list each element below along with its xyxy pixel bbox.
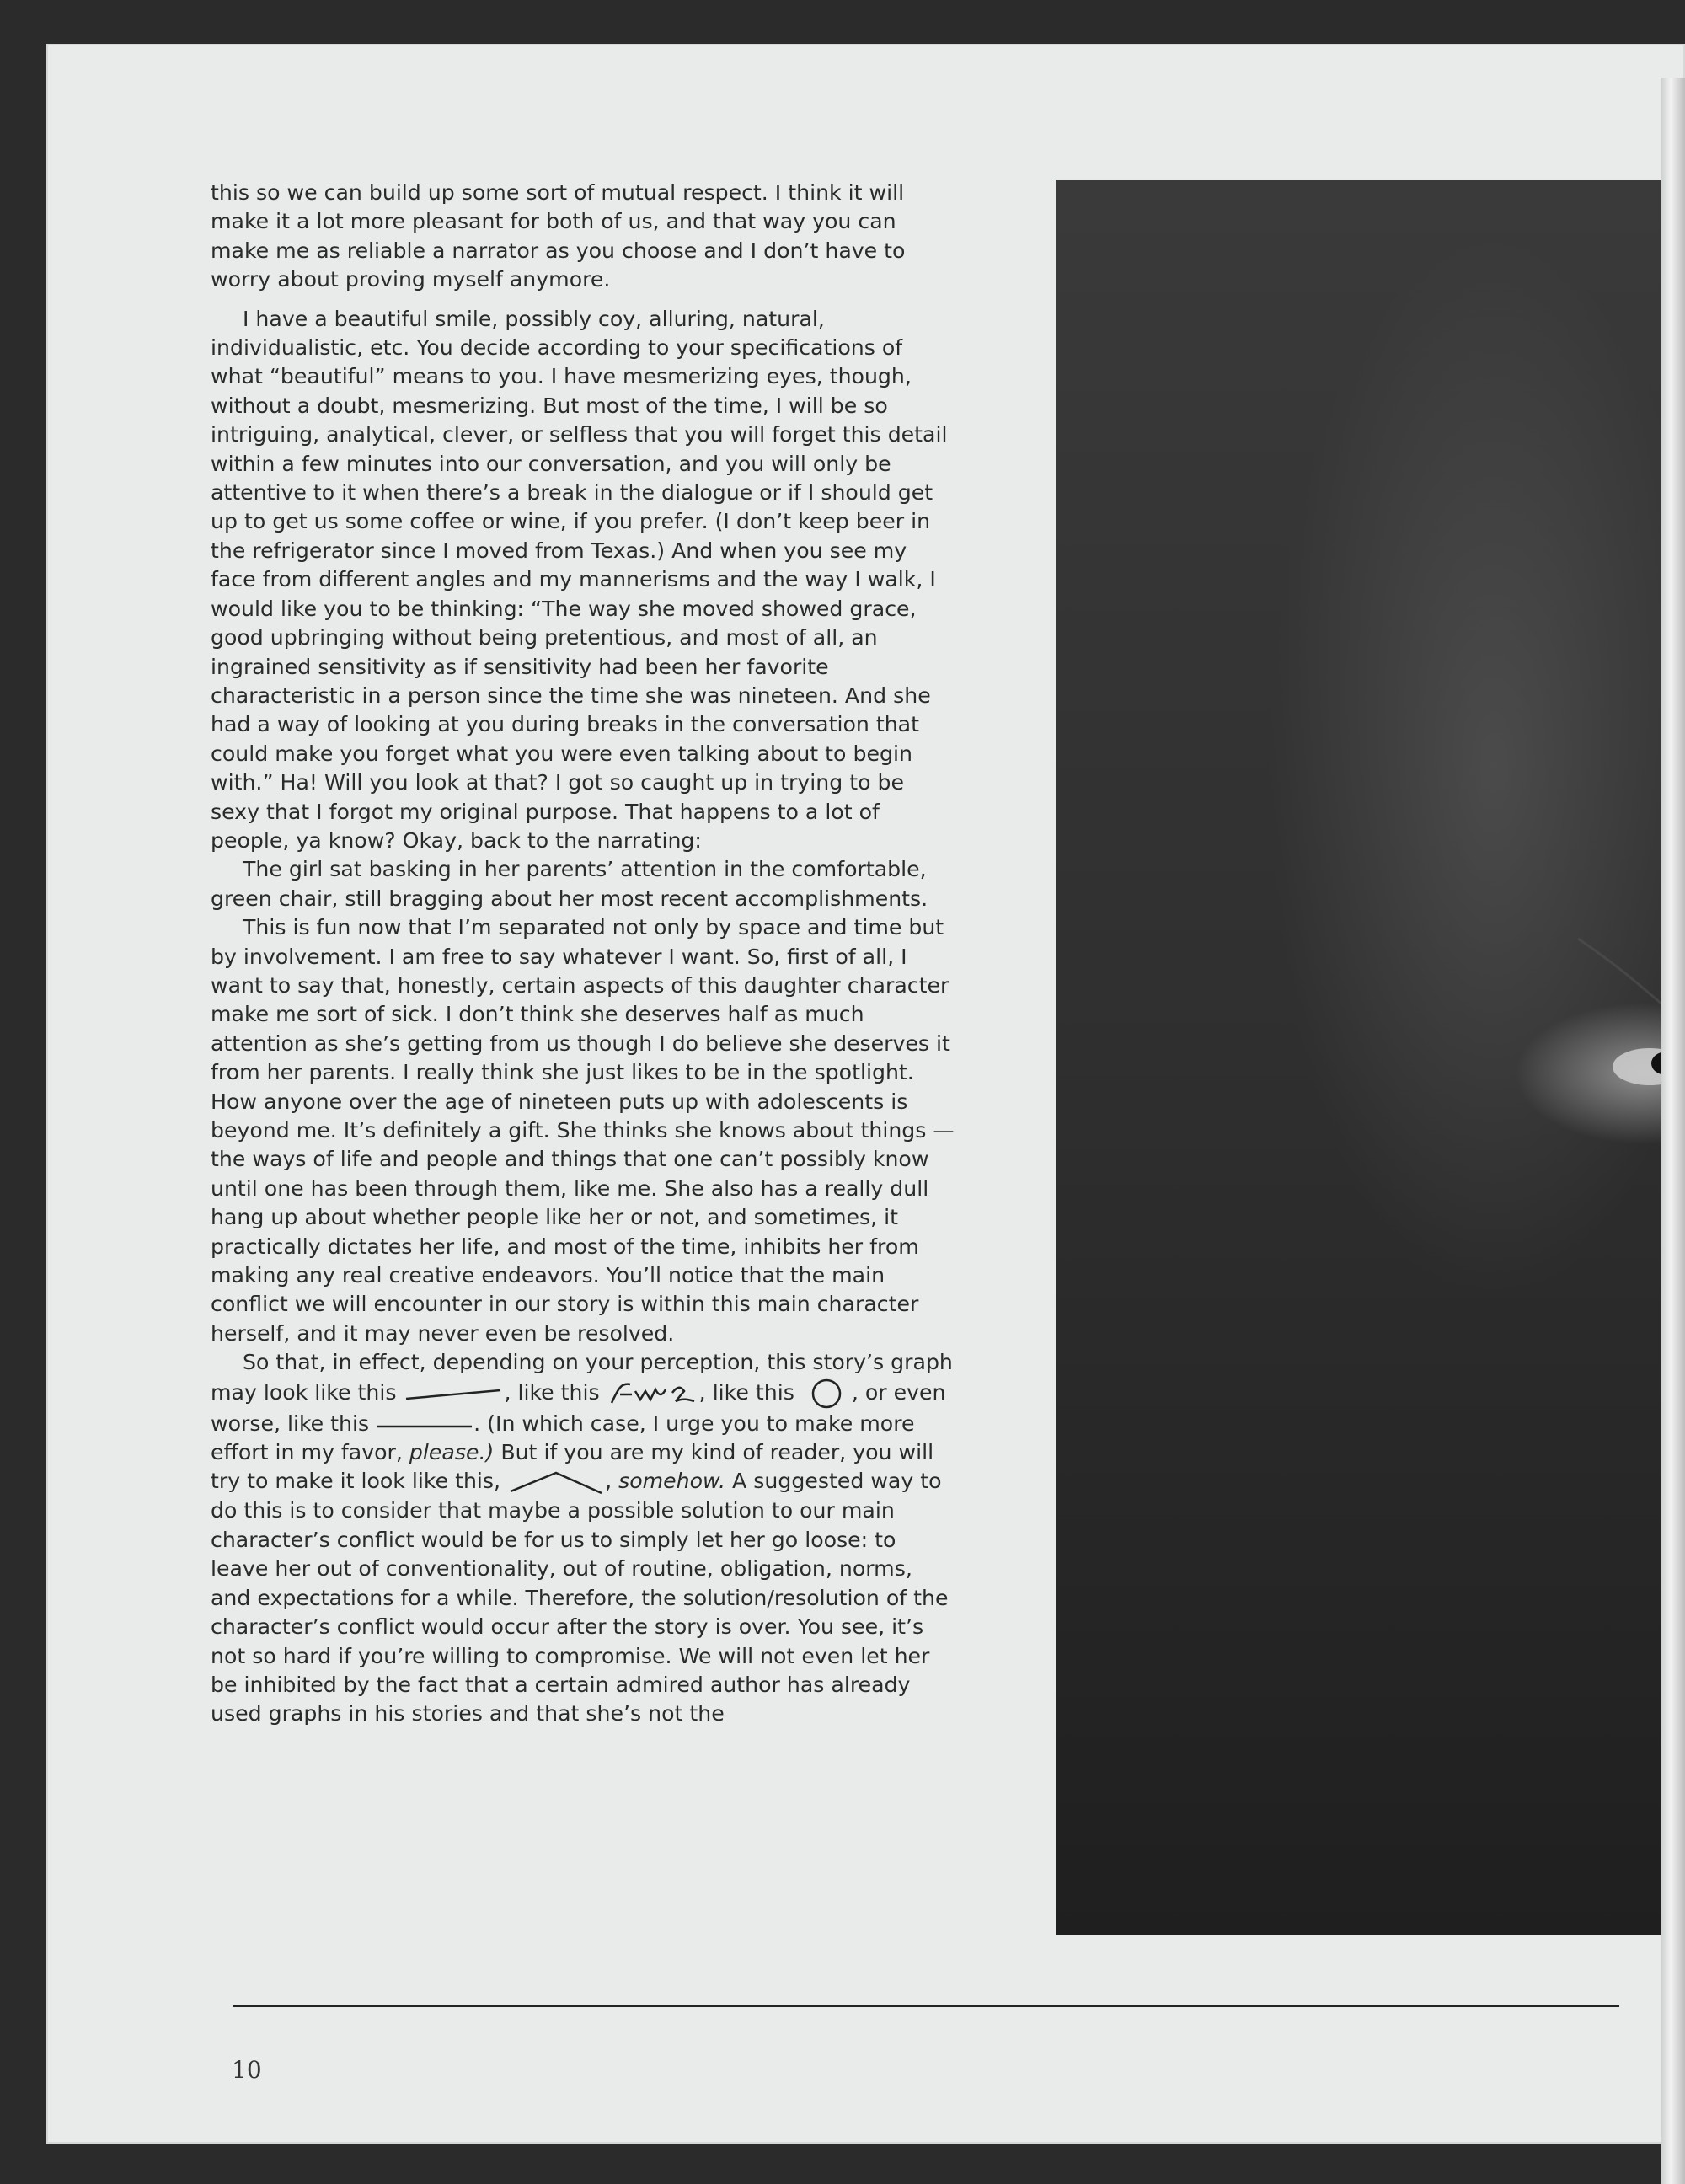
p5-text-4: like this [712,1379,794,1405]
footer-rule [233,2005,1619,2007]
p5-text-10: somehow. [618,1469,726,1494]
article-text [211,179,956,1729]
p5-text-9: , [605,1469,612,1494]
peak-graph-icon [507,1468,605,1496]
circle-graph-icon [801,1378,852,1410]
paragraph-1: this so we can build up some sort of mutual respect. I think it will make it a lot more pleasant for both of us, and that way you can make me as reliable a narrator as you choose and I don’t have to worry about proving myself anymore. [211,180,906,292]
p5-text-8: But if you are my kind of reader, you will try to make it look like this, [211,1440,934,1494]
portrait-painting [1056,180,1685,1935]
flat-line-graph-icon [376,1418,473,1432]
paragraph-3: The girl sat basking in her parents’ attention in the comfortable, green chair, still bragging about her most recent accomplishments. [211,857,928,911]
p5-text-11: A suggested way to do this is to consider that maybe a possible solution to our main character’s conflict would be for us to simply let her go loose: to leave her out of conventionality, out of routine, obligation, norms, and expectations for a while. Therefore, the solution/resolution of the character’s conflict would occur after the story is over. You see, it’s not so hard if you’re willing to compromise. We will not even let her be inhibited by the fact that a certain admired author has already used graphs in his stories and that she’s not the [211,1469,949,1726]
paragraph-4: This is fun now that I’m separated not only by space and time but by involvement. I am free to say whatever I want. So, first of all, I want to say that, honestly, certain aspects of this daughter character make me sort of sick. I don’t think she deserves half as much attention as she’s getting from us though I do believe she deserves it from her parents. I really think she just likes to be in the spotlight. How anyone over the age of nineteen puts up with adolescents is beyond me. It’s definitely a gift. She thinks she knows about things — the ways of life and people and things that one can’t possibly know until one has been through them, like me. She also has a really dull hang up about whether people like her or not, and sometimes, it practically dictates her life, and most of the time, inhibits her from making any real creative endeavors. You’ll notice that the main conflict we will encounter in our story is within this main character herself, and it may never even be resolved. [211,915,955,1346]
page-edge [1661,78,1685,2184]
p5-text-1: So that, in effect, depending on your perception, this story’s graph may look like this [211,1350,953,1405]
paragraph-2: I have a beautiful smile, possibly coy, alluring, natural, individualistic, etc. You decide according to your specifications of what “beautiful” means to you. I have mesmerizing eyes, though, without a doubt, mesmerizing. But most of the time, I will be so intriguing, analytical, clever, or selfless that you will forget this detail within a few minutes into our conversation, and you will only be attentive to it when there’s a break in the dialogue or if I should get up to get us some coffee or wine, if you prefer. (I don’t keep beer in the refrigerator since I moved from Texas.) And when you see my face from different angles and my mannerisms and the way I walk, I would like you to be thinking: “The way she moved showed grace, good upbringing without being pretentious, and most of all, an ingrained sensitivity as if sensitivity had been her favorite characteristic in a person since the time she was nineteen. And she had a way of looking at you during breaks in the conversation that could make you forget what you were even talking about to begin with.” Ha! Will you look at that? I got so caught up in trying to be sexy that I forgot my original purpose. That happens to a lot of people, ya know? Okay, back to the narrating: [211,306,948,853]
magazine-page [46,44,1685,2144]
p5-text-5: , or even worse, like this [211,1379,946,1436]
wavy-scribble-graph-icon [607,1379,699,1408]
eye-highlight-icon [1056,180,1685,1935]
p5-text-3: , [698,1379,706,1405]
p5-text-2: , like this [504,1379,600,1405]
page-number: 10 [232,2056,262,2084]
p5-text-7: please.) [409,1440,495,1465]
rising-line-graph-icon [403,1385,504,1402]
p5-text-6: . (In which case, I urge you to make more effort in my favor, [211,1410,915,1465]
paragraph-5 [211,1348,956,1728]
